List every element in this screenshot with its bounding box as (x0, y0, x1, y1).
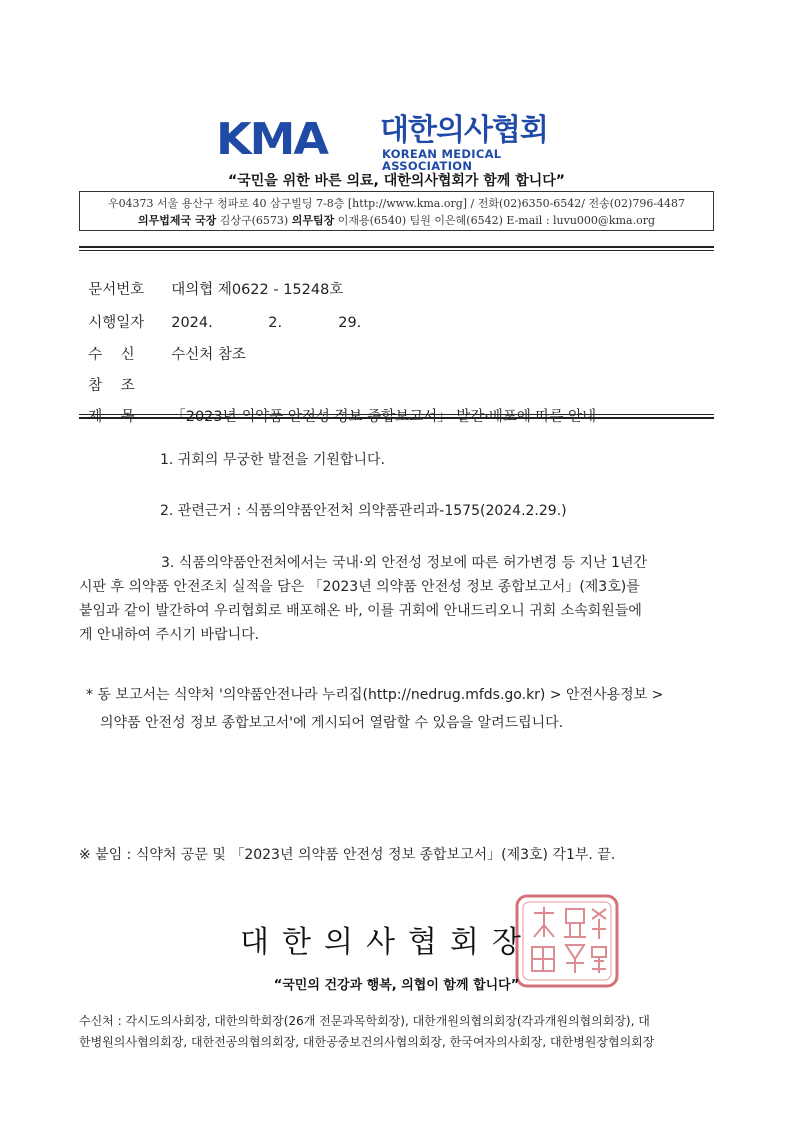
divider (79, 250, 714, 251)
note-line: * 동 보고서는 식약처 '의약품안전나라 누리집(http://nedrug.mfds.go.kr) > 안전사용정보 > (86, 687, 664, 703)
dept-label: 의무법제국 국장 (138, 214, 217, 227)
recipient-label: 수 신 (88, 347, 135, 363)
recipients-line: 한병원의사협의회장, 대한전공의협의회장, 대한공중보건의사협의회장, 한국여자의사회장, 대한병원장협의회장 (79, 1035, 655, 1049)
doc-number-value: 대의협 제0622 - 15248호 (171, 282, 344, 298)
kma-logo (216, 113, 576, 173)
paragraph-3-line: 3. 식품의약품안전처에서는 국내·외 안전성 정보에 따른 허가변경 등 지난 1년간 (161, 555, 648, 571)
recipient-value: 수신처 참조 (171, 347, 246, 363)
date-label: 시행일자 (88, 315, 145, 331)
seal-glyphs (532, 907, 606, 973)
attachment-note: ※ 붙임 : 식약처 공문 및 「2023년 의약품 안전성 정보 종합보고서」(제3호) 각1부. 끝. (79, 847, 616, 863)
date-day: 29. (338, 315, 362, 331)
note-line: 의약품 안전성 정보 종합보고서'에 게시되어 열람할 수 있음을 알려드립니다. (100, 715, 564, 731)
divider (79, 246, 714, 248)
contact-address: 우04373 서울 용산구 청파로 40 삼구빌딩 7-8층 [http://www.kma.org] / 전화(02)6350-6542/ 전송(02)796-4487 (107, 197, 686, 210)
paragraph-2: 2. 관련근거 : 식품의약품안전처 의약품관리과-1575(2024.2.29.) (160, 503, 567, 519)
date-month: 2. (268, 315, 283, 331)
sender-title: 대한의사협회장 (240, 925, 534, 960)
team-label: 의무팀장 (291, 214, 335, 227)
logo-korean-name: 대한의사협회 (380, 113, 548, 148)
contact-box (79, 191, 714, 231)
doc-number-row (79, 262, 343, 299)
subject-label: 제 목 (88, 409, 135, 425)
contact-staff (80, 212, 713, 229)
subject-value: 「2023년 의약품 안전성 정보 종합보고서」 발간·배포에 따른 안내 (171, 409, 597, 425)
logo-mark: KMA (216, 113, 328, 165)
subject-row (79, 389, 596, 426)
recipients-line: 수신처 : 각시도의사회장, 대한의학회장(26개 전문과목학회장), 대한개원의협의회장(각과개원의협의회장), 대 (79, 1014, 650, 1028)
paragraph-3-line: 시판 후 의약품 안전조치 실적을 담은 「2023년 의약품 안전성 정보 종합보고서」(제3호)를 (79, 579, 640, 595)
recipients-list (79, 1011, 719, 1053)
paragraph-3-line: 붙임과 같이 발간하여 우리협회로 배포해온 바, 이를 귀회에 안내드리오니 귀회 소속회원들에 (79, 603, 642, 619)
footer-slogan: “국민의 건강과 행복, 의협이 함께 합니다” (273, 978, 520, 993)
logo-english-name: KOREAN MEDICAL ASSOCIATION (382, 147, 502, 173)
doc-number-label: 문서번호 (88, 282, 145, 298)
paragraph-3 (79, 551, 719, 647)
note (86, 681, 726, 737)
divider (79, 417, 714, 419)
team-value: 이재용(6540) 팀원 이은혜(6542) E-mail : luvu000@kma.org (337, 214, 655, 227)
paragraph-3-line: 게 안내하여 주시기 바랍니다. (79, 627, 260, 643)
date-year: 2024. (171, 315, 213, 331)
dept-value: 김상구(6573) (219, 214, 289, 227)
divider (79, 414, 714, 415)
reference-label: 참 조 (88, 378, 135, 394)
paragraph-1: 1. 귀회의 무궁한 발전을 기원합니다. (160, 452, 385, 468)
header-slogan: “국민을 위한 바른 의료, 대한의사협회가 함께 합니다” (228, 173, 565, 189)
